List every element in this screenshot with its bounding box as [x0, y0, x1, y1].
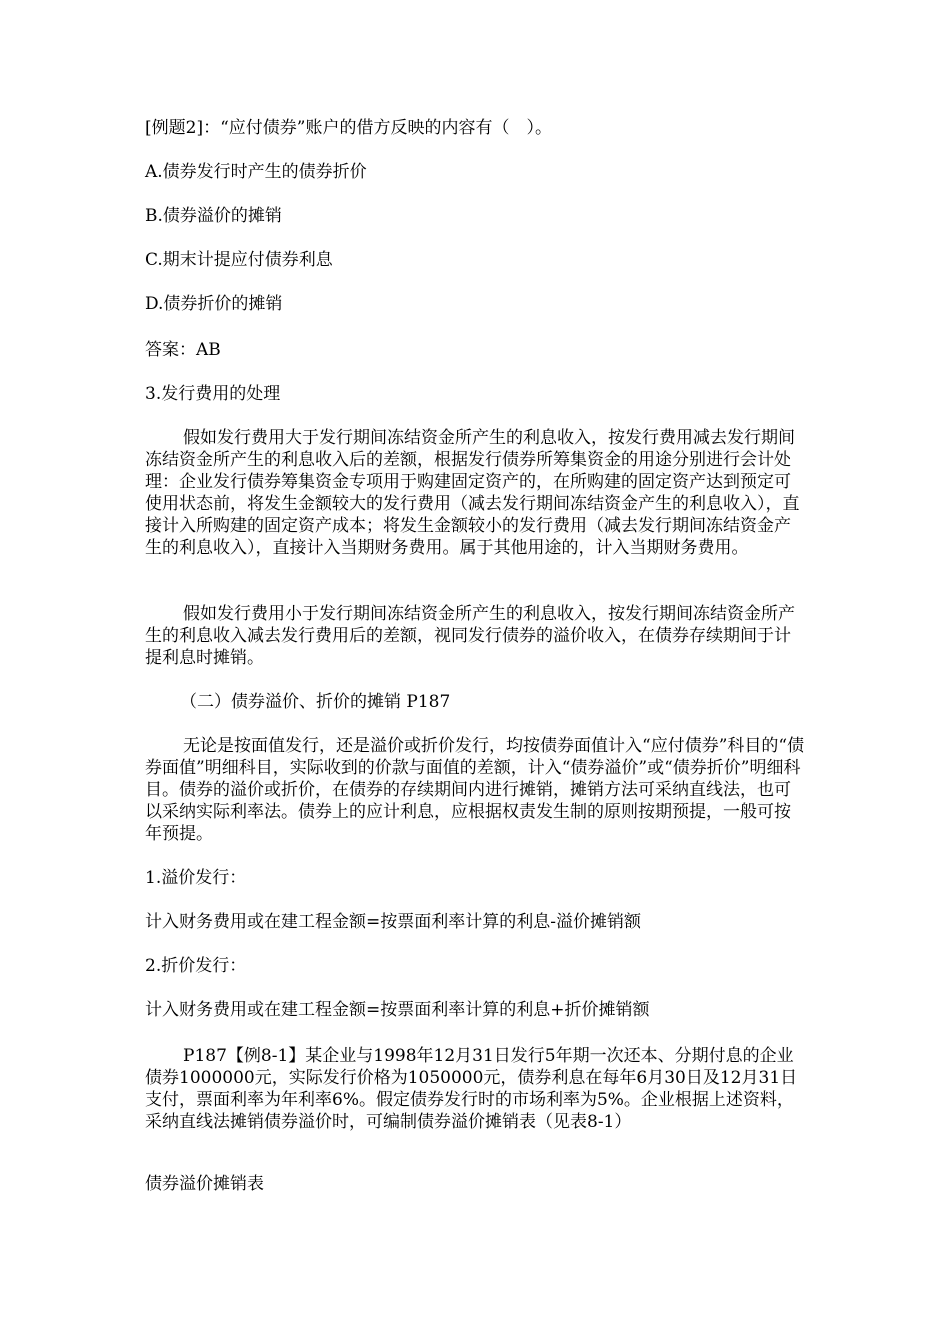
question-stem: [例题2]：“应付债券”账户的借方反映的内容有（ ）。 — [145, 118, 552, 138]
section3-paragraph-1: 假如发行费用大于发行期间冻结资金所产生的利息收入，按发行费用减去发行期间冻结资金所产生的利息收入后的差额，根据发行债券所筹集资金的用途分别进行会计处理：企业发行债券筹集资金专项用于购建固定资产的，在所购建的固定资产达到预定可使用状态前，将发生金额较大的发行费用（减去发行期间冻结资金产生的利息收入），直接计入所购建的固定资产成本；将发生金额较小的发行费用（减去发行期间冻结资金产生的利息收入），直接计入当期财务费用。属于其他用途的，计入当期财务费用。 — [145, 428, 800, 558]
option-c: C.期末计提应付债券利息 — [145, 250, 333, 270]
option-b: B.债券溢价的摊销 — [145, 206, 282, 226]
section-two-heading: （二）债券溢价、折价的摊销 P187 — [180, 692, 451, 712]
table-title: 债券溢价摊销表 — [145, 1174, 264, 1194]
answer: 答案：AB — [145, 340, 221, 360]
section3-heading: 3.发行费用的处理 — [145, 384, 281, 404]
example-paragraph: P187【例8-1】某企业与1998年12月31日发行5年期一次还本、分期付息的企业债券1000000元，实际发行价格为1050000元，债券利息在每年6月30日及12月31日支付，票面利率为年利率6%。假定债券发行时的市场利率为5%。企业根据上述资料，采纳直线法摊销债券溢价时，可编制债券溢价摊销表（见表8-1） — [145, 1046, 798, 1132]
premium-heading: 1.溢价发行： — [145, 868, 247, 888]
section3-paragraph-2: 假如发行费用小于发行期间冻结资金所产生的利息收入，按发行期间冻结资金所产生的利息收入减去发行费用后的差额，视同发行债券的溢价收入，在债券存续期间于计提利息时摊销。 — [145, 604, 795, 668]
option-d: D.债券折价的摊销 — [145, 294, 283, 314]
discount-formula: 计入财务费用或在建工程金额=按票面利率计算的利息+折价摊销额 — [145, 1000, 650, 1020]
section-two-paragraph: 无论是按面值发行，还是溢价或折价发行，均按债券面值计入“应付债券”科目的“债券面值”明细科目，实际收到的价款与面值的差额，计入“债券溢价”或“债券折价”明细科目。债券的溢价或折价，在债券的存续期间内进行摊销，摊销方法可采纳直线法，也可以采纳实际利率法。债券上的应计利息，应根据权责发生制的原则按期预提，一般可按年预提。 — [145, 736, 805, 844]
discount-heading: 2.折价发行： — [145, 956, 247, 976]
premium-formula: 计入财务费用或在建工程金额=按票面利率计算的利息-溢价摊销额 — [145, 912, 641, 932]
option-a: A.债券发行时产生的债券折价 — [145, 162, 367, 182]
